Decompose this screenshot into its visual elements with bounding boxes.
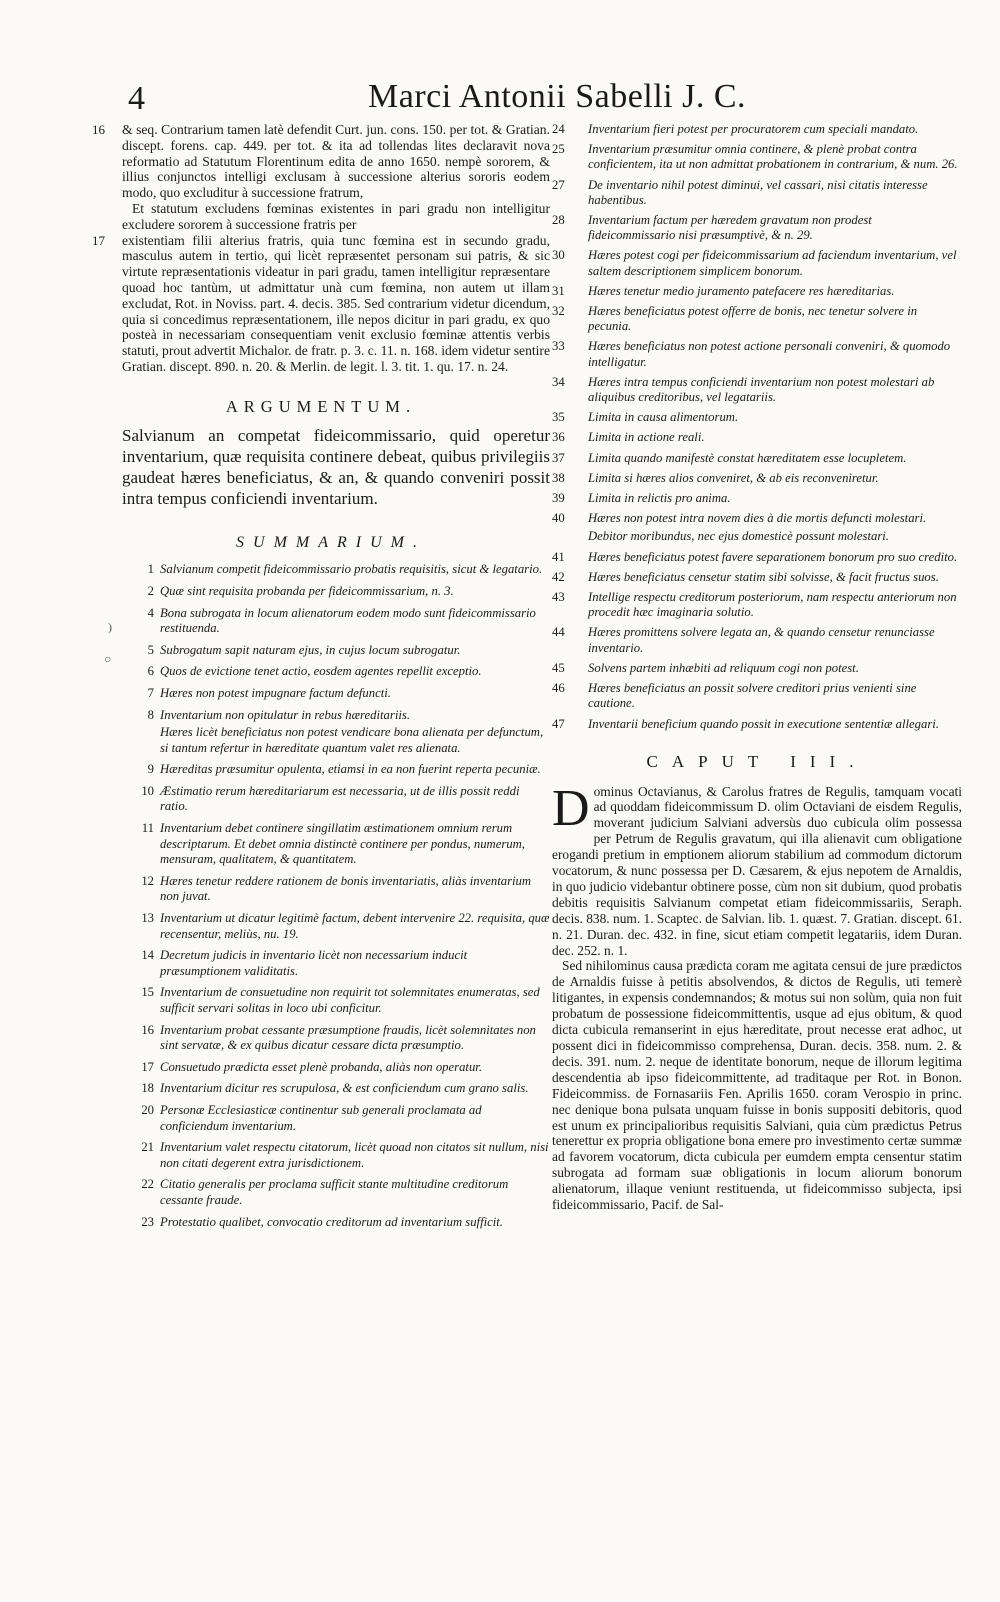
item-number: 35	[552, 410, 565, 425]
item-number: 32	[552, 304, 565, 319]
chapter-paragraph-1-text: ominus Octavianus, & Carolus fratres de Regulis, tamquam vocati ad quoddam fideicommissum D. olim Octaviani de eisdem Regulis, moverant judicium Salviani adversùs duo cubicula olim possessa per Petrum de Regulis gravatum, qui illa alienavit cum obligatione erogandi pretium in emptionem aliorum stabilium ad commodum dictorum vocatorum, & nunc possessa per D. Cæsarem, & ejus nepotem de Arnaldis, in quo judicio videbantur obtinere posse, cùm non sit dubium, quod probatis debitis requisitis Salvianum competat etiam fideicommissariis, Seraph. decis. 838. num. 1. Scaptec. de Salvian. lib. 1. quæst. 7. Gratian. discept. 61. n. 21. Duran. dec. 432. in fine, sicut etiam competit legatariis, idem Duran. dec. 252. n. 1.	[552, 783, 962, 958]
marginal-number: 17	[92, 232, 105, 248]
item-number: 21	[141, 1140, 154, 1155]
summarium-item	[552, 122, 962, 137]
item-number: 47	[552, 716, 565, 731]
running-head: Marci Antonii Sabelli J. C.	[368, 78, 747, 115]
summarium-item	[552, 178, 962, 208]
summarium-item	[552, 491, 962, 506]
item-number: 31	[552, 283, 565, 298]
summarium-item	[92, 1103, 550, 1134]
summarium-item	[552, 471, 962, 486]
item-number: 30	[552, 248, 565, 263]
item-text: Hæres non potest impugnare factum defuncti.	[160, 685, 391, 700]
summarium-item	[92, 784, 550, 815]
summarium-item	[552, 717, 962, 732]
summarium-item	[552, 430, 962, 445]
page-number: 4	[128, 80, 145, 117]
item-number: 46	[552, 681, 565, 696]
summarium-list-continued	[552, 122, 962, 732]
item-text: Quæ sint requisita probanda per fideicommissarium, n. 3.	[160, 583, 454, 598]
item-text: Inventarium fieri potest per procuratorem cum speciali mandato.	[588, 122, 919, 136]
item-text: Inventarium dicitur res scrupulosa, & est conficiendum cum grano salis.	[160, 1081, 529, 1096]
item-number: 18	[141, 1081, 154, 1096]
item-number: 12	[141, 873, 154, 888]
summarium-item	[552, 451, 962, 466]
text-paragraph-1	[92, 122, 550, 201]
item-text: Subrogatum sapit naturam ejus, in cujus locum subrogatur.	[160, 642, 461, 657]
summarium-item	[552, 142, 962, 172]
item-text: Hæres beneficiatus censetur statim sibi solvisse, & facit fructus suos.	[588, 569, 939, 584]
summarium-item	[92, 1177, 550, 1208]
item-text: Hæres tenetur medio juramento patefacere res hæreditarias.	[588, 283, 895, 298]
item-text: Salvianum competit fideicommissario probatis requisitis, sicut & legatario.	[160, 562, 543, 577]
item-number: 1	[147, 562, 154, 577]
item-number: 23	[141, 1214, 154, 1229]
item-number: 24	[552, 122, 565, 136]
item-text: Limita quando manifestè constat hæreditatem esse locupletem.	[588, 450, 907, 465]
summarium-item	[552, 550, 962, 565]
item-text: Inventarium non opitulatur in rebus hæreditariis.	[160, 707, 410, 722]
summarium-item	[92, 821, 550, 868]
paragraph-text: Et statutum excludens fœminas existentes in pari gradu non intelligitur excludere sororem à successione fratris per	[122, 200, 550, 232]
summarium-item	[92, 1060, 550, 1076]
item-number: 42	[552, 569, 565, 584]
drop-cap-letter: D	[552, 779, 590, 837]
item-number: 40	[552, 511, 565, 526]
summarium-item	[552, 213, 962, 243]
item-number: 11	[141, 821, 154, 836]
item-text: Quos de evictione tenet actio, eosdem agentes repellit exceptio.	[160, 664, 482, 679]
item-text: Hæres beneficiatus non potest actione personali conveniri, & quomodo intelligatur.	[588, 339, 951, 369]
summarium-item	[552, 661, 962, 676]
item-number: 28	[552, 213, 565, 228]
item-text: Inventarium præsumitur omnia continere, & plenè probat contra conficientem, ita ut non admittat probationem in contrarium, & num. 26.	[588, 142, 958, 172]
item-text: Hæres potest cogi per fideicommissarium ad faciendum inventarium, vel saltem descriptionem simplicem bonorum.	[588, 248, 957, 278]
summarium-item	[552, 375, 962, 405]
item-number: 8	[147, 707, 154, 722]
item-text: Inventarium valet respectu citatorum, licèt quoad non citatos sit nullum, nisi non citati degerent extra jurisdictionem.	[160, 1140, 549, 1170]
item-text: Hæres non potest intra novem dies à die mortis defuncti molestari.	[588, 511, 927, 526]
summarium-subitem: Debitor moribundus, nec ejus domesticè possunt molestari.	[588, 529, 889, 544]
argumentum-text: Salvianum an competat fideicommissario, quid operetur inventarium, quæ requisita continere debeat, quibus privilegiis gaudeat hæres beneficiatus, & an, & quando conveniri possit intra tempus conficiendi inventarium.	[122, 425, 550, 508]
text-paragraph-2	[92, 201, 550, 233]
item-text: Bona subrogata in locum alienatorum eodem modo sunt fideicommissario restituenda.	[160, 605, 536, 636]
item-text: Æstimatio rerum hæreditariarum est necessaria, ut de illis possit reddi ratio.	[160, 783, 520, 814]
item-text: Limita in causa alimentorum.	[588, 410, 739, 425]
right-column	[552, 122, 962, 1213]
summarium-subitem: Hæres licèt beneficiatus non potest vendicare bona alienata per defunctum, si tantum refertur in hæreditate quantum valet res alienata.	[160, 725, 544, 755]
summarium-item	[92, 562, 550, 578]
item-number: 20	[141, 1102, 154, 1117]
item-number: 34	[552, 374, 565, 389]
item-number: 9	[147, 762, 154, 777]
item-number: 14	[141, 948, 154, 963]
item-number: 2	[147, 583, 154, 598]
item-text: Intellige respectu creditorum posteriorum, nam respectu anteriorum non procedit hæc imaginaria solutio.	[588, 590, 957, 620]
summarium-item	[92, 708, 550, 724]
item-number: 41	[552, 549, 565, 564]
text-paragraph-3	[92, 233, 550, 375]
item-text: Limita in relictis pro anima.	[588, 491, 731, 506]
item-number: 6	[147, 664, 154, 679]
item-text: Protestatio qualibet, convocatio creditorum ad inventarium sufficit.	[160, 1214, 503, 1229]
summarium-item	[92, 664, 550, 680]
summarium-item	[552, 304, 962, 334]
item-text: Hæres beneficiatus potest favere separationem bonorum pro suo credito.	[588, 549, 958, 564]
summarium-item	[552, 339, 962, 369]
summarium-item	[92, 643, 550, 659]
item-text: Hæres beneficiatus an possit solvere creditori prius venienti sine cautione.	[588, 681, 917, 711]
summarium-item	[92, 606, 550, 637]
item-number: 25	[552, 142, 565, 157]
item-text: Inventarium debet continere singillatim æstimationem omnium rerum descriptarum. Et debet omnia distinctè continere per pondus, numerum, mensuram, qualitatem, & quantitatem.	[160, 821, 525, 867]
paragraph-text: & seq. Contrarium tamen latè defendit Curt. jun. cons. 150. per tot. & Gratian. discept. forens. cap. 449. per tot. & ita ad tollendas lites declaravit nova reformatio ad Statutum Florentinum edita de anno 1650. nempè sororem, & illius conjunctos intelligi exclusam à successione alterius sororis eodem modo, quo excluditur à successione fratrum,	[122, 122, 550, 201]
item-number: 45	[552, 660, 565, 675]
item-number: 5	[147, 642, 154, 657]
item-text: Hæres beneficiatus potest offerre de bonis, nec tenetur solvere in pecunia.	[588, 304, 918, 334]
summarium-item	[92, 911, 550, 942]
item-number: 33	[552, 339, 565, 354]
summarium-item	[552, 570, 962, 585]
summarium-item	[552, 248, 962, 278]
item-number: 13	[141, 911, 154, 926]
item-text: Inventarium probat cessante præsumptione fraudis, licèt solemnitates non sint servatæ, & ex quibus dicatur cessare dicta præsumptio.	[160, 1022, 536, 1053]
item-number: 22	[141, 1177, 154, 1192]
argumentum-heading: ARGUMENTUM.	[225, 396, 417, 416]
summarium-item	[552, 511, 962, 526]
summarium-item	[552, 681, 962, 711]
item-text: Limita in actione reali.	[588, 430, 705, 445]
paragraph-text: existentiam filii alterius fratris, quia tunc fœmina est in secundo gradu, masculus autem in tertio, qui licèt repræsentet personam sui patris, & sic virtute repræsentationis videatur in pari gradu, tamen intelligitur repræsentare quoad hoc tantùm, ut admittatur unà cum fœmina, non autem ut illam excludat, Rot. in Noviss. part. 4. decis. 385. Sed contrarium videtur dicendum, quia si concedimus repræsentationem, ille nepos dicitur in pari gradu, ex quo posteà in necessariam consequentiam venit exclusio fœminæ attentis verbis statuti, prout advertit Michalor. de fratr. p. 3. c. 11. n. 168. idem videtur sentire Gratian. discept. 890. n. 20. & Merlin. de legit. l. 3. tit. 1. qu. 17. n. 24.	[122, 232, 550, 374]
item-number: 43	[552, 590, 565, 605]
item-text: Citatio generalis per proclama sufficit stante multitudine creditorum cessante fraude.	[160, 1177, 509, 1207]
item-text: Inventarium ut dicatur legitimè factum, debent intervenire 22. requisita, quæ recensentur, meliùs, nu. 19.	[160, 911, 550, 941]
item-text: Limita si hæres alios conveniret, & ab eis reconveniretur.	[588, 470, 879, 485]
summarium-item	[92, 686, 550, 702]
margin-mark: )	[108, 620, 112, 634]
item-number: 7	[147, 685, 154, 700]
summarium-item	[552, 590, 962, 620]
item-number: 16	[141, 1022, 154, 1037]
item-text: Consuetudo prædicta esset plenè probanda, aliàs non operatur.	[160, 1059, 482, 1074]
item-text: De inventario nihil potest diminui, vel cassari, nisi citatis interesse habentibus.	[588, 177, 928, 207]
summarium-item	[92, 1023, 550, 1054]
summarium-heading: SUMMARIUM.	[236, 533, 426, 551]
item-number: 15	[141, 985, 154, 1000]
item-text: Solvens partem inhæbiti ad reliquum cogi non potest.	[588, 660, 859, 675]
summarium-item	[92, 1081, 550, 1097]
item-text: Hæres tenetur reddere rationem de bonis inventariatis, aliàs inventarium non juvat.	[160, 873, 532, 904]
item-number: 38	[552, 470, 565, 485]
summarium-list	[92, 562, 550, 1230]
marginal-number: 16	[92, 122, 105, 137]
item-number: 17	[141, 1059, 154, 1074]
item-number: 4	[147, 605, 154, 620]
summarium-item	[92, 1215, 550, 1231]
margin-mark: ○	[104, 652, 112, 666]
item-number: 10	[141, 783, 154, 798]
summarium-item	[552, 625, 962, 655]
item-text: Hæres promittens solvere legata an, & quando censetur renunciasse inventario.	[588, 625, 935, 655]
item-text: Hæres intra tempus conficiendi inventarium non potest molestari ab aliquibus creditoribus, vel legatariis.	[588, 374, 935, 405]
chapter-text	[552, 779, 962, 1213]
summarium-item	[552, 284, 962, 299]
item-text: Inventarium de consuetudine non requirit tot solemnitates enumeratas, sed sufficit servari solitas in loco ubi conficitur.	[160, 985, 540, 1015]
left-column	[92, 122, 550, 1236]
summarium-item	[552, 410, 962, 425]
summarium-item	[92, 762, 550, 778]
item-text: Inventarii beneficium quando possit in executione sententiæ allegari.	[588, 716, 939, 731]
chapter-paragraph-1	[552, 779, 962, 959]
summarium-item	[92, 1140, 550, 1171]
summarium-item	[92, 985, 550, 1016]
summarium-item	[92, 584, 550, 600]
item-number: 37	[552, 450, 565, 465]
item-number: 39	[552, 491, 565, 506]
caput-heading: CAPUT III.	[646, 751, 868, 771]
item-number: 36	[552, 430, 565, 445]
item-text: Hæreditas præsumitur opulenta, etiamsi in ea non fuerint reperta pecuniæ.	[160, 762, 541, 777]
item-number: 27	[552, 177, 565, 192]
item-text: Inventarium factum per hæredem gravatum non prodest fideicommissario nisi præsumptivè, & n. 29.	[588, 213, 872, 243]
item-text: Personæ Ecclesiasticæ continentur sub generali proclamata ad conficiendum inventarium.	[160, 1102, 482, 1133]
summarium-item	[92, 874, 550, 905]
item-text: Decretum judicis in inventario licèt non necessarium inducit præsumptionem validitatis.	[160, 948, 468, 978]
item-number: 44	[552, 625, 565, 640]
summarium-item	[92, 948, 550, 979]
chapter-paragraph-2: Sed nihilominus causa prædicta coram me agitata censui de jure prædictos de Arnaldis fuisse à petitis absolvendos, & dictos de Regulis, uti temerè litigantes, in expensis condemnandos; & motus sui non solùm, quia non fuit probatum de possessione fideicommittentis, usque ad ejus obitum, & quod dicta cubicula remanserint in ejus hæreditate, prout necesse erat adhoc, ut possent dici in fideicommisso comprehensa, Duran. decis. 358. num. 2. & decis. 391. num. 2. neque de identitate bonorum, neque de illorum legitima descendentia ab ipso fideicommittente, ad traditaque per Rot. in Bonon. Fideicommiss. de Fornasariis Fen. Aprilis 1650. coram Verospio in princ. nec denique bona pulsata unquam fuisse in bonis suppositi debitoris, quod est unum ex principalioribus requisitis Salviani, quia cùm prædictus Petrus tenerettur ex propria obligatione bona emere pro investimento certæ summæ ad favorem vocatorum, dicta cubicula per eumdem empta censentur statim subrogata ad formam suæ obligationis in locum aliorum bonorum alienatorum, illaque veniunt restituenda, ut fideicommisso subjecta, ipsi fideicommissario, Pacif. de Sal-	[552, 958, 962, 1213]
